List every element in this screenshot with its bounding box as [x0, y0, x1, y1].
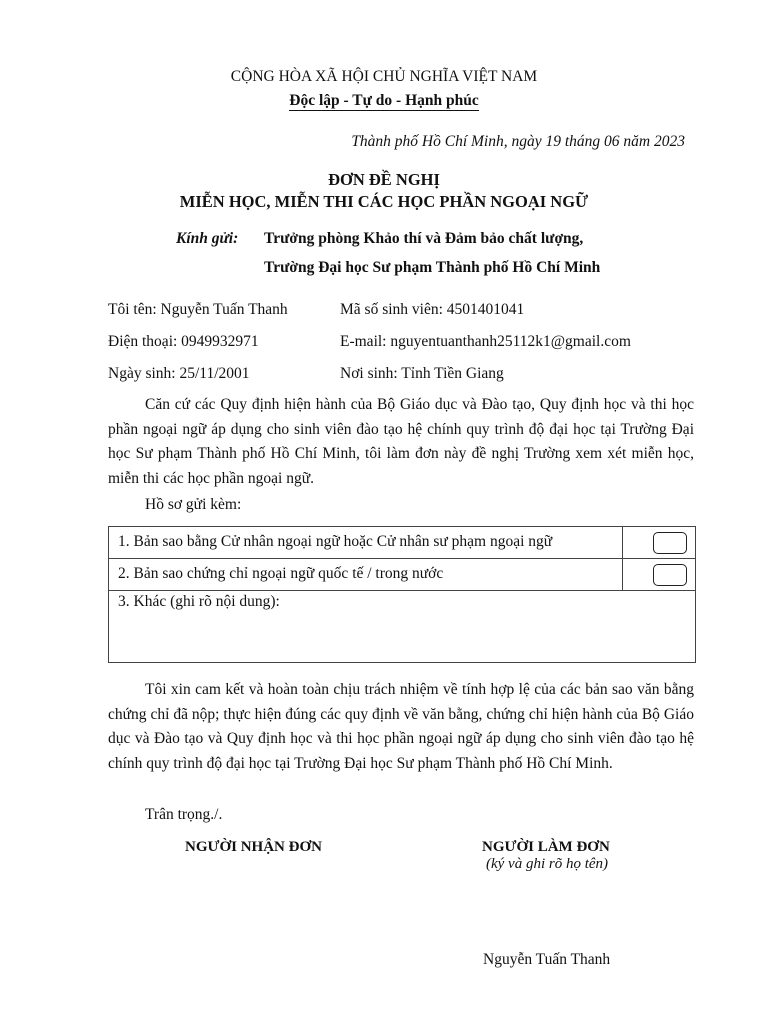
checkbox-cell [623, 527, 696, 559]
commitment-paragraph [108, 678, 694, 776]
national-header: CỘNG HÒA XÃ HỘI CHỦ NGHĨA VIỆT NAM [230, 68, 538, 85]
basis-text: Căn cứ các Quy định hiện hành của Bộ Giáo dục và Đào tạo, Quy định học và thi học phần ngoại ngữ áp dụng cho sinh viên đào tạo hệ chính quy trình độ đại học tại Trường Đại học Sư phạm Thành phố Hồ Chí Minh, tôi làm đơn này đề nghị Trường xem xét miễn học, miễn thi các học phần ngoại ngữ. [108, 396, 694, 487]
attachment-row [109, 559, 696, 591]
motto-text: Độc lập - Tự do - Hạnh phúc [289, 92, 479, 109]
closing-regards: Trân trọng./. [145, 806, 223, 823]
student-name: Tôi tên: Nguyễn Tuấn Thanh [108, 301, 288, 318]
attachment-item-2: 2. Bản sao chứng chỉ ngoại ngữ quốc tế / trong nước [109, 559, 623, 591]
attachment-row [109, 591, 696, 663]
addressee-line-1: Trưởng phòng Khảo thí và Đảm bảo chất lượng, [264, 230, 584, 247]
addressee-label: Kính gửi: [176, 230, 239, 247]
signature-note: (ký và ghi rõ họ tên) [486, 856, 609, 872]
place-date: Thành phố Hồ Chí Minh, ngày 19 tháng 06 năm 2023 [351, 133, 685, 150]
applicant-title: NGƯỜI LÀM ĐƠN [482, 839, 610, 855]
addressee-line-2: Trường Đại học Sư phạm Thành phố Hồ Chí Minh [264, 259, 601, 276]
student-id: Mã số sinh viên: 4501401041 [340, 301, 525, 318]
attachment-item-1: 1. Bản sao bằng Cử nhân ngoại ngữ hoặc Cử nhân sư phạm ngoại ngữ [109, 527, 623, 559]
birth-place: Nơi sinh: Tỉnh Tiền Giang [340, 365, 504, 382]
birth-date: Ngày sinh: 25/11/2001 [108, 365, 250, 382]
form-title: ĐƠN ĐỀ NGHỊ [328, 170, 440, 189]
attachment-row [109, 527, 696, 559]
applicant-name: Nguyễn Tuấn Thanh [483, 951, 611, 968]
checkbox-cell [623, 559, 696, 591]
form-subtitle: MIỄN HỌC, MIỄN THI CÁC HỌC PHẦN NGOẠI NGỮ [179, 192, 589, 211]
attachment-checkbox-2[interactable] [653, 564, 687, 586]
attachments-table [108, 526, 696, 663]
basis-paragraph [108, 393, 694, 491]
receiver-title: NGƯỜI NHẬN ĐƠN [185, 839, 322, 855]
attachments-label: Hồ sơ gửi kèm: [145, 496, 242, 513]
email-address: E-mail: nguyentuanthanh25112k1@gmail.com [340, 333, 631, 350]
attachment-item-3[interactable]: 3. Khác (ghi rõ nội dung): [109, 591, 696, 663]
commitment-text: Tôi xin cam kết và hoàn toàn chịu trách nhiệm về tính hợp lệ của các bản sao văn bằng chứng chỉ đã nộp; thực hiện đúng các quy định về văn bằng, chứng chỉ hiện hành của Bộ Giáo dục và Đào tạo và Quy định học và thi học phần ngoại ngữ áp dụng cho sinh viên đào tạo hệ chính quy trình độ đại học tại Trường Đại học Sư phạm Thành phố Hồ Chí Minh. [108, 681, 694, 772]
phone-number: Điện thoại: 0949932971 [108, 333, 259, 350]
attachment-checkbox-1[interactable] [653, 532, 687, 554]
national-motto [0, 92, 768, 111]
